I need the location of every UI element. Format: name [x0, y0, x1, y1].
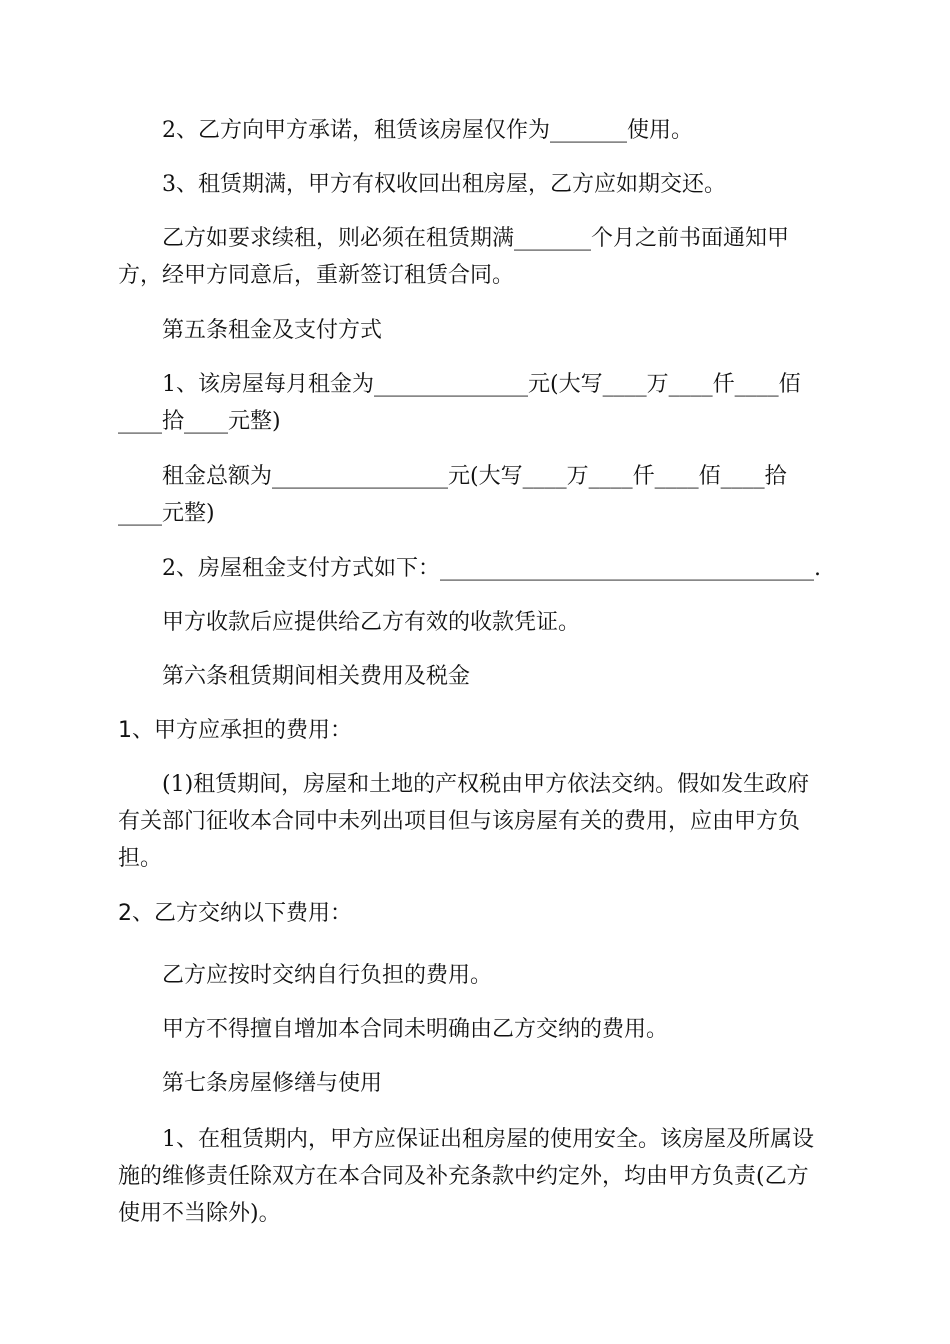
tenant-fees-paragraph: 乙方应按时交纳自行负担的费用。 — [162, 963, 493, 988]
clause-7-1: 1、在租赁期内，甲方应保证出租房屋的使用安全。该房屋及所属设施的维修责任除双方在本合同及补充条款中约定外，均由甲方负责(乙方使用不当除外)。 — [118, 1127, 814, 1226]
receipt-paragraph: 甲方收款后应提供给乙方有效的收款凭证。 — [162, 610, 581, 635]
clause-6-1-heading: 1、甲方应承担的费用： — [118, 718, 352, 743]
total-rent-paragraph: 租金总额为________________元(大写____万____仟____佰____拾____元整) — [118, 464, 787, 526]
renewal-paragraph: 乙方如要求续租，则必须在租赁期满_______个月之前书面通知甲方，经甲方同意后，重新签订租赁合同。 — [118, 226, 790, 288]
clause-5-2: 2、房屋租金支付方式如下：__________________________________. — [162, 556, 821, 581]
clause-4-2: 2、乙方向甲方承诺，租赁该房屋仅作为_______使用。 — [162, 118, 693, 143]
clause-4-3: 3、租赁期满，甲方有权收回出租房屋，乙方应如期交还。 — [162, 172, 726, 197]
article-6-heading: 第六条租赁期间相关费用及税金 — [162, 664, 471, 689]
clause-6-2-heading: 2、乙方交纳以下费用： — [118, 901, 352, 926]
article-7-heading: 第七条房屋修缮与使用 — [162, 1071, 383, 1096]
landlord-fees-paragraph: 甲方不得擅自增加本合同未明确由乙方交纳的费用。 — [162, 1017, 669, 1042]
clause-6-1-item-1: (1)租赁期间，房屋和土地的产权税由甲方依法交纳。假如发生政府有关部门征收本合同中未列出项目但与该房屋有关的费用，应由甲方负担。 — [118, 772, 810, 871]
article-5-heading: 第五条租金及支付方式 — [162, 318, 383, 343]
clause-5-1: 1、该房屋每月租金为______________元(大写____万____仟____佰____拾____元整) — [118, 372, 801, 434]
